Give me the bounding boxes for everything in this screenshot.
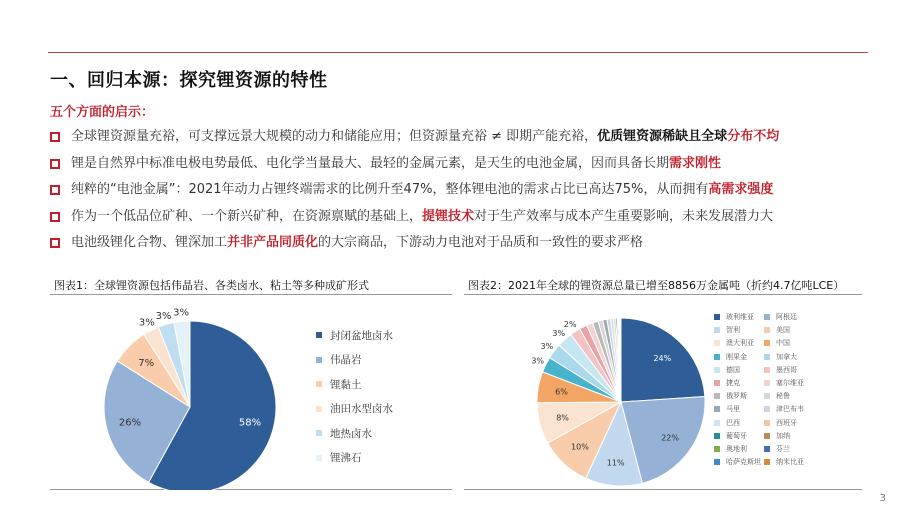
page-title: 一、回归本源：探究锂资源的特性	[50, 70, 328, 91]
pie-data-label: 26%	[118, 417, 142, 429]
chart-title: 图表1：全球锂资源包括伟晶岩、各类卤水、粘土等多种成矿形式	[54, 279, 369, 292]
chart-title: 图表2：2021年全球的锂资源总量已增至8856万金属吨（折约4.7亿吨LCE）	[468, 279, 845, 292]
legend-swatch	[764, 433, 770, 439]
legend-label: 巴西	[726, 418, 740, 427]
insight-item: 作为一个低品位矿种、一个新兴矿种，在资源禀赋的基础上， 提锂技术 对于生产效率与成本产生重要影响，未来发展潜力大	[50, 208, 880, 235]
insight-item: 锂是自然界中标准电极电势最低、电化学当量最大、最轻的金属元素，是天生的电池金属，因而具备长期 需求刚性	[50, 155, 880, 182]
pie-data-label: 2%	[563, 320, 577, 330]
legend-item	[714, 325, 740, 335]
legend-label: 加拿大	[776, 352, 797, 361]
legend-item	[714, 338, 754, 348]
legend-item	[764, 325, 790, 335]
legend-swatch	[714, 314, 720, 320]
pie-data-label: 3%	[155, 310, 172, 322]
legend-label: 锂沸石	[330, 452, 362, 465]
legend-item	[316, 421, 393, 446]
legend-label: 俄罗斯	[726, 392, 747, 401]
legend-label: 澳大利亚	[726, 339, 754, 348]
legend-item	[764, 404, 804, 414]
legend-label: 中国	[776, 339, 790, 348]
chart-panel-global-lithium-resources	[464, 275, 862, 490]
legend-item	[764, 391, 790, 401]
legend-item	[316, 372, 393, 397]
legend-swatch	[764, 393, 770, 399]
pie-data-label: 24%	[653, 353, 672, 363]
pie-slice	[620, 318, 621, 402]
legend-item	[714, 352, 747, 362]
legend-swatch	[764, 406, 770, 412]
header-divider	[48, 52, 868, 53]
legend-swatch	[714, 354, 720, 360]
legend-label: 哈萨克斯坦	[726, 458, 761, 467]
pie-data-label: 6%	[555, 387, 568, 397]
bullet-square-icon	[50, 212, 60, 222]
legend-label: 刚果金	[726, 352, 747, 361]
pie-chart	[464, 295, 714, 490]
legend-swatch	[764, 354, 770, 360]
legend-swatch	[316, 381, 322, 387]
legend-swatch	[714, 380, 720, 386]
pie-data-label: 3%	[552, 328, 566, 338]
legend-label: 加纳	[776, 431, 790, 440]
legend-item	[764, 444, 790, 454]
legend-item	[714, 444, 747, 454]
legend-swatch	[764, 327, 770, 333]
legend-label: 西班牙	[776, 418, 797, 427]
legend-swatch	[316, 455, 322, 461]
bullet-square-icon	[50, 132, 60, 142]
legend-swatch	[316, 430, 322, 436]
pie-data-label: 58%	[238, 417, 262, 429]
legend-label: 葡萄牙	[726, 431, 747, 440]
pie-data-label: 10%	[571, 442, 589, 452]
legend-item	[316, 323, 393, 348]
legend-item	[714, 404, 740, 414]
legend-swatch	[714, 433, 720, 439]
legend-item	[764, 431, 790, 441]
chart-legend	[316, 323, 393, 470]
legend-label: 捷克	[726, 379, 740, 387]
legend-swatch	[714, 327, 720, 333]
insight-list	[50, 128, 880, 261]
legend-label: 锂黏土	[330, 378, 362, 391]
pie-data-label: 3%	[531, 356, 545, 366]
legend-swatch	[316, 357, 322, 363]
insight-item: 纯粹的“电池金属”：2021年动力占锂终端需求的比例升至47%，整体锂电池的需求占比已高达75%，从而拥有 高需求强度	[50, 181, 880, 208]
legend-label: 奥地利	[726, 445, 747, 453]
legend-label: 阿根廷	[776, 313, 797, 321]
legend-label: 地热卤水	[330, 427, 372, 440]
legend-label: 油田水型卤水	[330, 403, 393, 416]
pie-data-label: 3%	[173, 307, 189, 319]
pie-data-label: 3%	[540, 341, 554, 351]
legend-item	[764, 352, 797, 362]
legend-label: 墨西哥	[776, 365, 797, 374]
legend-swatch	[764, 420, 770, 426]
pie-data-label: 22%	[661, 433, 679, 443]
legend-item	[714, 365, 740, 375]
legend-item	[714, 431, 747, 441]
legend-swatch	[764, 340, 770, 346]
legend-swatch	[714, 393, 720, 399]
legend-swatch	[764, 380, 770, 386]
insight-item: 全球锂资源量充裕，可支撑远景大规模的动力和储能应用；但资源量充裕 ≠ 即期产能充裕， 优质锂资源稀缺且全球 分布不均	[50, 128, 880, 155]
legend-swatch	[316, 332, 322, 338]
legend-label: 玻利维亚	[726, 313, 754, 321]
legend-item	[316, 348, 393, 373]
legend-label: 美国	[776, 326, 790, 335]
legend-item	[714, 457, 761, 467]
legend-swatch	[764, 367, 770, 373]
legend-item	[764, 418, 797, 428]
legend-label: 纳米比亚	[776, 458, 804, 467]
legend-label: 津巴布韦	[776, 405, 804, 414]
bullet-square-icon	[50, 238, 60, 248]
legend-item	[764, 378, 804, 388]
legend-item	[316, 397, 393, 422]
legend-label: 塞尔维亚	[776, 379, 804, 387]
legend-swatch	[316, 406, 322, 412]
legend-label: 芬兰	[776, 445, 790, 453]
legend-swatch	[714, 340, 720, 346]
section-subtitle: 五个方面的启示：	[50, 105, 155, 120]
chart-panel-lithium-deposit-types	[50, 275, 452, 490]
legend-item	[316, 446, 393, 471]
legend-swatch	[714, 420, 720, 426]
legend-label: 德国	[726, 365, 740, 374]
legend-item	[764, 365, 797, 375]
legend-item	[714, 378, 740, 388]
legend-item	[764, 312, 797, 322]
legend-label: 智利	[726, 326, 740, 335]
legend-item	[714, 418, 740, 428]
legend-swatch	[714, 367, 720, 373]
page-number: 3	[879, 493, 886, 504]
insight-item: 电池级锂化合物、锂深加工 并非产品同质化 的大宗商品，下游动力电池对于品质和一致性的要求严格	[50, 234, 880, 261]
legend-item	[714, 312, 754, 322]
legend-swatch	[764, 446, 770, 452]
bullet-square-icon	[50, 185, 60, 195]
pie-data-label: 7%	[138, 358, 155, 370]
legend-swatch	[714, 406, 720, 412]
legend-item	[764, 338, 790, 348]
pie-chart	[50, 295, 310, 490]
legend-item	[714, 391, 747, 401]
legend-swatch	[764, 314, 770, 320]
legend-label: 封闭盆地卤水	[330, 329, 393, 342]
legend-swatch	[764, 459, 770, 465]
legend-label: 马里	[726, 405, 740, 414]
pie-data-label: 11%	[606, 458, 625, 468]
legend-item	[764, 457, 804, 467]
legend-swatch	[714, 446, 720, 452]
pie-data-label: 3%	[138, 317, 155, 329]
legend-label: 秘鲁	[776, 392, 790, 401]
bullet-square-icon	[50, 159, 60, 169]
pie-data-label: 8%	[556, 413, 569, 423]
legend-label: 伟晶岩	[330, 354, 362, 367]
legend-swatch	[714, 459, 720, 465]
